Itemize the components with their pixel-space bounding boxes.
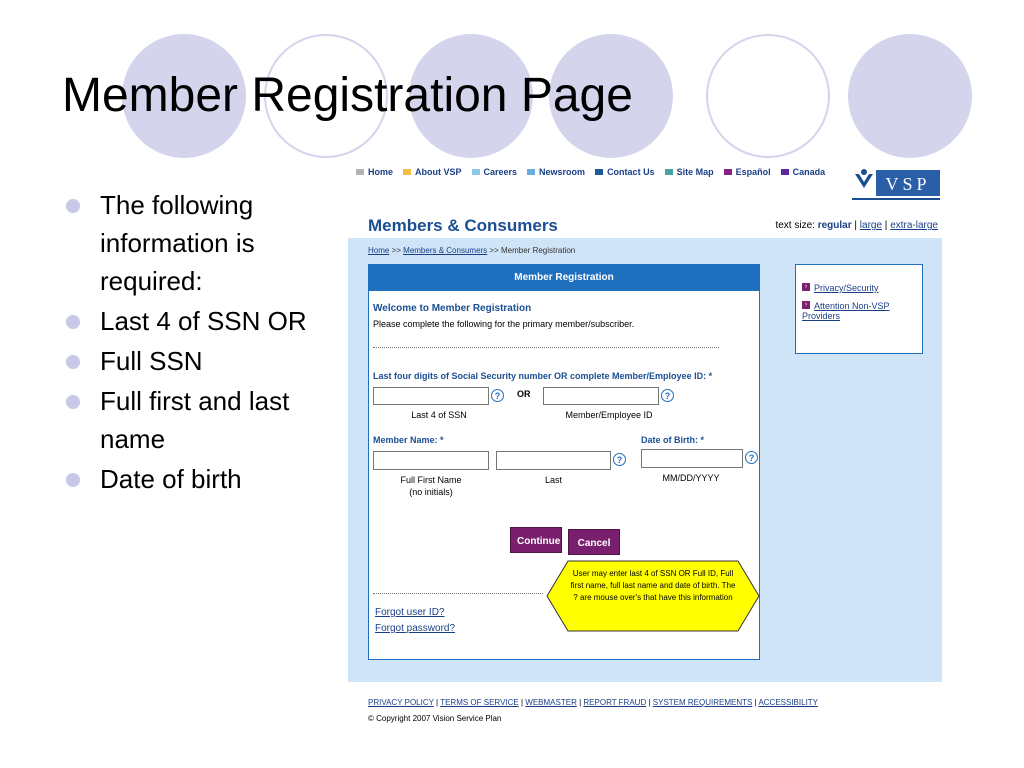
footer-report-fraud[interactable]: REPORT FRAUD: [583, 698, 647, 707]
dob-input[interactable]: [641, 449, 743, 468]
breadcrumb-sep: >>: [489, 246, 499, 255]
annotation-callout: [546, 560, 760, 632]
nav-square-icon: [595, 169, 603, 175]
vsp-logo[interactable]: [852, 166, 944, 202]
nav-newsroom[interactable]: Newsroom: [527, 164, 585, 180]
nav-careers[interactable]: Careers: [472, 164, 518, 180]
bullet-text: The following information is required:: [100, 190, 255, 296]
text-size-large[interactable]: large: [859, 220, 883, 231]
footer-sep: |: [579, 698, 582, 707]
logo-text: VSP: [885, 174, 931, 194]
bullet-dot: [66, 355, 80, 369]
bullet-text: Date of birth: [100, 464, 242, 494]
text-size-extra-large[interactable]: extra-large: [890, 220, 938, 231]
breadcrumb-home[interactable]: Home: [368, 246, 390, 255]
member-id-input[interactable]: [543, 387, 659, 405]
bullet-item: [66, 382, 356, 458]
help-icon[interactable]: ?: [491, 389, 504, 402]
cancel-button[interactable]: Cancel: [568, 529, 620, 555]
chevron-right-icon: ›: [802, 301, 810, 309]
nav-square-icon: [665, 169, 673, 175]
bullet-dot: [66, 473, 80, 487]
forgot-user-id-link[interactable]: Forgot user ID?: [375, 607, 445, 618]
bullet-item: [66, 460, 356, 498]
breadcrumb-current: Member Registration: [501, 246, 576, 255]
footer-sep: |: [754, 698, 757, 707]
bullet-dot: [66, 199, 80, 213]
nav-home[interactable]: Home: [356, 164, 393, 180]
forgot-password-link[interactable]: Forgot password?: [375, 623, 456, 634]
breadcrumb: [368, 246, 575, 255]
intro-text: Please complete the following for the primary member/subscriber.: [373, 319, 635, 329]
or-label: OR: [517, 389, 531, 399]
welcome-heading: Welcome to Member Registration: [373, 303, 532, 314]
footer-sep: |: [436, 698, 439, 707]
nav-espanol[interactable]: Español: [724, 164, 771, 180]
id-label: Last four digits of Social Security number OR complete Member/Employee ID: *: [373, 371, 713, 381]
continue-button[interactable]: Continue: [510, 527, 562, 553]
footer-system-requirements[interactable]: SYSTEM REQUIREMENTS: [652, 698, 753, 707]
member-id-sublabel: Member/Employee ID: [565, 410, 653, 420]
top-nav: [356, 164, 825, 180]
footer-links: [368, 698, 818, 707]
sidebar-item-privacy[interactable]: › Privacy/Security: [802, 283, 879, 293]
last-name-input[interactable]: [496, 451, 611, 470]
footer-webmaster[interactable]: WEBMASTER: [525, 698, 577, 707]
sidebar-item-non-vsp[interactable]: › Attention Non-VSP Providers: [802, 301, 890, 321]
ssn-sublabel: Last 4 of SSN: [411, 410, 467, 420]
callout-text: User may enter last 4 of SSN OR Full ID, Full first name, full last name and date of birth. The ? are mouse over's that have this information: [570, 569, 736, 602]
help-icon[interactable]: ?: [745, 451, 758, 464]
help-icon[interactable]: ?: [613, 453, 626, 466]
bullet-item: [66, 342, 356, 380]
bullet-text: Last 4 of SSN OR: [100, 306, 307, 336]
nav-square-icon: [527, 169, 535, 175]
ssn-last4-input[interactable]: [373, 387, 489, 405]
nav-contact[interactable]: Contact Us: [595, 164, 655, 180]
text-size-regular[interactable]: regular: [817, 220, 852, 231]
last-name-sublabel: Last: [544, 475, 562, 485]
bullet-text: Full SSN: [100, 346, 203, 376]
footer-sep: |: [520, 698, 524, 707]
nav-canada[interactable]: Canada: [781, 164, 826, 180]
help-icon[interactable]: ?: [661, 389, 674, 402]
nav-square-icon: [403, 169, 411, 175]
nav-square-icon: [356, 169, 364, 175]
nav-sitemap[interactable]: Site Map: [665, 164, 714, 180]
nav-square-icon: [472, 169, 480, 175]
bullet-item: [66, 302, 356, 340]
text-size-control: text size: regular | large | extra-large: [775, 220, 938, 231]
website-screenshot: [348, 160, 942, 738]
chevron-right-icon: ›: [802, 283, 810, 291]
nav-square-icon: [781, 169, 789, 175]
copyright-text: © Copyright 2007 Vision Service Plan: [368, 714, 502, 723]
bullet-dot: [66, 395, 80, 409]
nav-about[interactable]: About VSP: [403, 164, 462, 180]
sidebar-links: [795, 264, 923, 354]
footer-sep: |: [648, 698, 651, 707]
first-name-input[interactable]: [373, 451, 489, 470]
bullet-list: [66, 186, 356, 500]
bullet-item: [66, 186, 356, 300]
dob-label: Date of Birth: *: [641, 435, 704, 445]
first-name-sublabel: Full First Name: [400, 475, 462, 485]
section-title: Members & Consumers: [368, 216, 558, 235]
dotted-divider: [373, 347, 719, 348]
form-header: Member Registration: [369, 265, 759, 291]
text-size-prefix: text size:: [775, 220, 815, 231]
dotted-divider: [373, 593, 543, 594]
breadcrumb-sep: >>: [391, 246, 401, 255]
bullet-dot: [66, 315, 80, 329]
decor-circle: [848, 34, 972, 158]
first-name-note: (no initials): [409, 487, 453, 497]
decor-circle: [706, 34, 830, 158]
dob-sublabel: MM/DD/YYYY: [662, 473, 720, 483]
slide-title: Member Registration Page: [62, 69, 633, 122]
nav-square-icon: [724, 169, 732, 175]
bullet-text: Full first and last name: [100, 386, 290, 454]
footer-accessibility[interactable]: ACCESSIBILITY: [758, 698, 819, 707]
footer-privacy-policy[interactable]: PRIVACY POLICY: [368, 698, 434, 707]
name-label: Member Name: *: [373, 435, 444, 445]
breadcrumb-members[interactable]: Members & Consumers: [403, 246, 488, 255]
footer-terms[interactable]: TERMS OF SERVICE: [440, 698, 519, 707]
